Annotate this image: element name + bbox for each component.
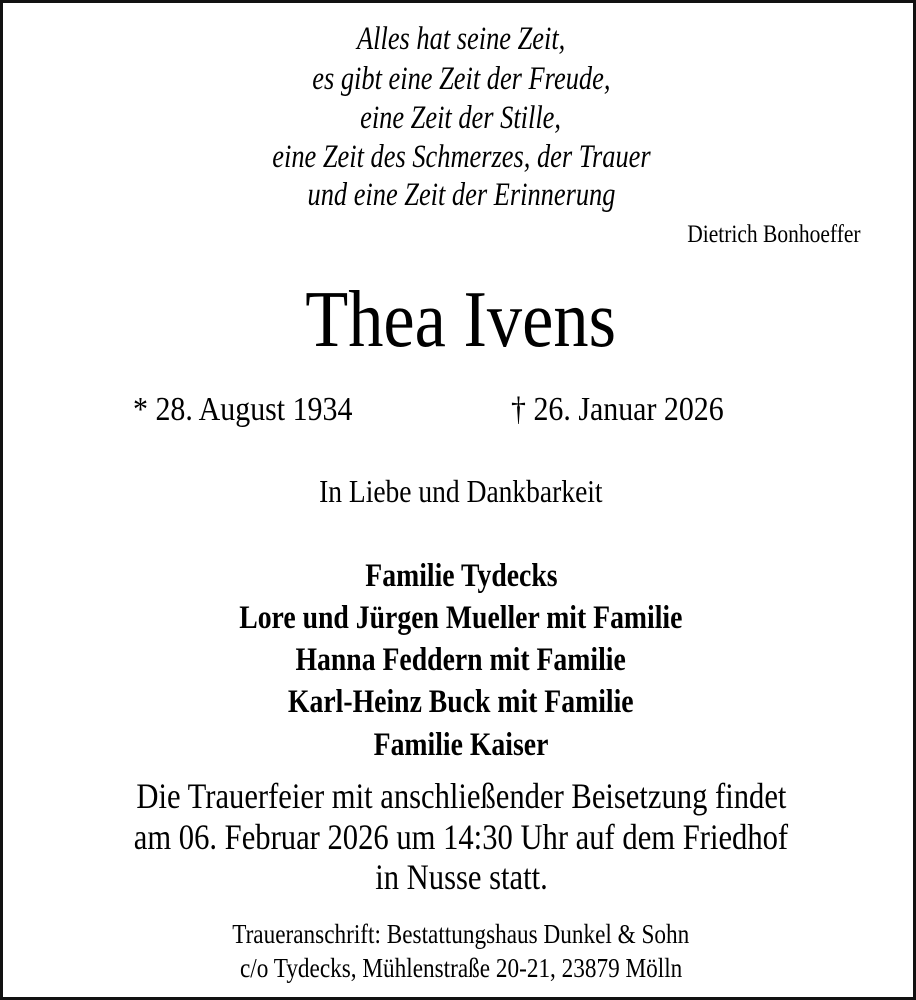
mourner-name: Hanna Feddern mit Familie xyxy=(295,642,627,678)
thanks-text: In Liebe und Dankbarkeit xyxy=(319,473,603,509)
quote-author xyxy=(3,221,916,249)
life-dates xyxy=(3,391,916,435)
death-date: † 26. Januar 2026 xyxy=(511,391,724,428)
quote-line xyxy=(3,139,916,176)
quote-text: und eine Zeit der Erinnerung xyxy=(307,177,615,213)
quote-text: Alles hat seine Zeit, xyxy=(356,21,566,57)
mourner-name: Lore und Jürgen Mueller mit Familie xyxy=(239,600,683,636)
address-line xyxy=(3,919,916,950)
ceremony-text: in Nusse statt. xyxy=(374,857,548,897)
ceremony-line xyxy=(3,816,916,858)
quote-text: es gibt eine Zeit der Freude, xyxy=(311,61,611,97)
mourner-line xyxy=(3,600,916,637)
quote-line xyxy=(3,100,916,137)
ceremony-line xyxy=(3,856,916,898)
quote-line xyxy=(3,61,916,98)
mourner-name: Karl-Heinz Buck mit Familie xyxy=(288,684,634,720)
ceremony-text: am 06. Februar 2026 um 14:30 Uhr auf dem Friedhof xyxy=(133,817,789,857)
birth-date: * 28. August 1934 xyxy=(133,391,353,428)
mourner-line xyxy=(3,727,916,764)
ceremony-text: Die Trauerfeier mit anschließender Beisetzung findet xyxy=(135,776,787,816)
mourner-line xyxy=(3,642,916,679)
deceased-name-text: Thea Ivens xyxy=(305,276,617,364)
ceremony-line xyxy=(3,775,916,817)
address-text: Traueranschrift: Bestattungshaus Dunkel & Sohn xyxy=(232,919,690,949)
thanks-line xyxy=(3,473,916,510)
quote-line xyxy=(3,21,916,58)
address-text: c/o Tydecks, Mühlenstraße 20-21, 23879 Mölln xyxy=(239,953,683,983)
quote-author-text: Dietrich Bonhoeffer xyxy=(687,221,861,248)
deceased-name xyxy=(3,275,916,366)
mourner-line xyxy=(3,684,916,721)
mourner-name: Familie Kaiser xyxy=(373,727,549,763)
mourner-name: Familie Tydecks xyxy=(364,558,558,594)
quote-text: eine Zeit der Stille, xyxy=(360,100,562,136)
address-line xyxy=(3,953,916,984)
quote-line xyxy=(3,177,916,214)
mourner-line xyxy=(3,558,916,595)
quote-text: eine Zeit des Schmerzes, der Trauer xyxy=(271,139,651,175)
